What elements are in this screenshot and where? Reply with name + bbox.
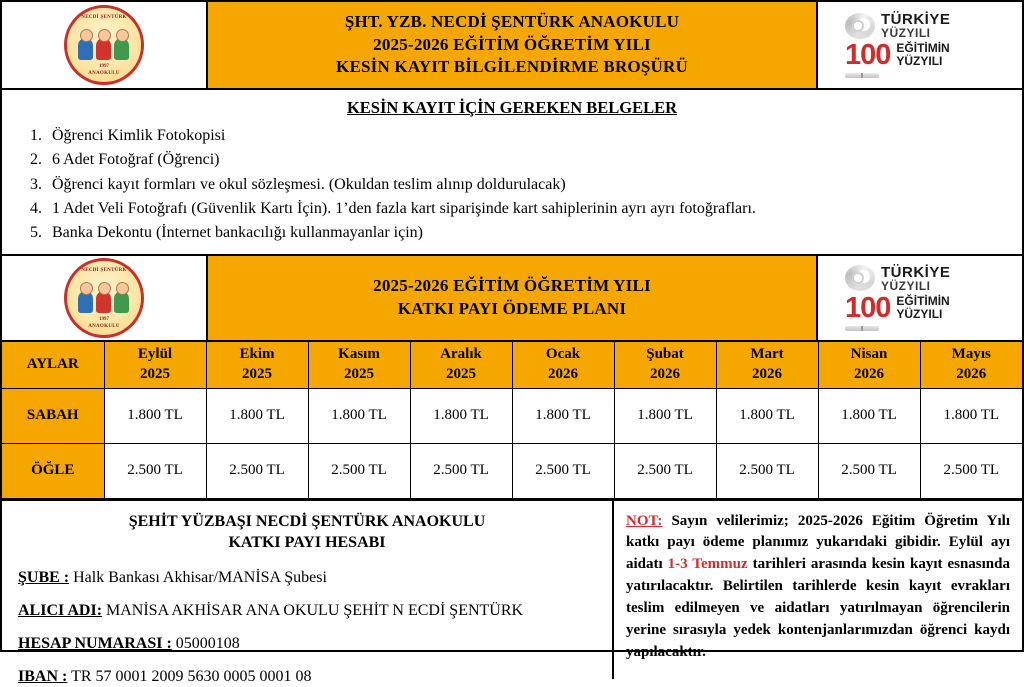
list-item: 5. Banka Dekontu (İnternet bankacılığı kullanmayanlar için): [46, 221, 1022, 245]
month-name: Ocak: [545, 346, 581, 363]
emblem-year: 1997: [99, 316, 109, 322]
main-title-block: [208, 2, 816, 88]
crescent-swoosh-icon: [845, 13, 875, 39]
row-label-ogle: ÖĞLE: [2, 443, 104, 498]
bank-row-alici: [18, 601, 598, 621]
cell-ogle-nisan: 2.500 TL: [818, 443, 920, 498]
list-item: 2. 6 Adet Fotoğraf (Öğrenci): [46, 148, 1022, 172]
emblem-year: 1997: [99, 64, 109, 69]
ty-line-2: YÜZYILI: [881, 278, 931, 293]
table-col-header-ocak: [512, 342, 614, 389]
bank-block-title: [16, 511, 598, 554]
note-text-before: Sayın velilerimiz; 2025-2026 Eğitim Öğretim Yılı katkı payı ödeme planımız yukarıdaki gibidir. Eylül ayı aidatı: [626, 512, 1010, 573]
note-text-after: tarihleri arasında kesin kayıt esnasında yatırılacaktır. Belirtilen tarihlerde kesin kayıt evrakları teslim edilmeyen ve aidatları yatırılmayan öğrencilerin yerine sırasıyla yedek kontenjanlarımızdan öğrenci kaydı yapılacaktır.: [626, 556, 1010, 660]
cell-ogle-subat: 2.500 TL: [614, 443, 716, 498]
row-label-sabah: SABAH: [2, 388, 104, 443]
ty-edu-line-1: EĞİTİMİN: [896, 41, 950, 56]
cell-ogle-aralik: 2.500 TL: [410, 443, 512, 498]
turkiye-yuzyili-logo-cell-2: [816, 256, 1022, 340]
payment-plan-header-band: [2, 256, 1022, 342]
bank-label-iban: IBAN :: [18, 667, 68, 685]
cell-ogle-mayis: 2.500 TL: [920, 443, 1022, 498]
month-name: Aralık: [440, 346, 482, 363]
plan-title-line-2: KATKI PAYI ÖDEME PLANI: [397, 298, 627, 318]
month-name: Kasım: [338, 346, 380, 363]
emblem-ring-bottom-text: ANAOKULU: [88, 323, 120, 329]
note-highlight-date: 1-3 Temmuz: [667, 556, 748, 573]
required-documents-section: [2, 90, 1022, 256]
open-book-icon: [845, 73, 879, 78]
bank-label-alici: ALICI ADI:: [18, 601, 103, 619]
table-col-header-eylul: [104, 342, 206, 389]
bank-row-sube: [18, 568, 598, 588]
title-line-3: KESİN KAYIT BİLGİLENDİRME BROŞÜRÜ: [336, 57, 688, 77]
header-band: [2, 2, 1022, 90]
table-col-header-nisan: [818, 342, 920, 389]
cell-sabah-mayis: 1.800 TL: [920, 388, 1022, 443]
month-year: 2025: [242, 365, 272, 382]
emblem-children-figure: [77, 30, 131, 60]
table-row: [2, 388, 1022, 443]
table-corner-label: AYLAR: [2, 342, 104, 389]
school-logo-cell-2: [2, 256, 208, 340]
payment-plan-table: [2, 342, 1022, 499]
bank-row-iban: [18, 667, 598, 687]
cell-ogle-eylul: 2.500 TL: [104, 443, 206, 498]
title-line-1: ŞHT. YZB. NECDİ ŞENTÜRK ANAOKULU: [344, 11, 680, 31]
ty-line-1: TÜRKİYE: [881, 263, 951, 281]
bank-value-sube: Halk Bankası Akhisar/MANİSA Şubesi: [73, 568, 327, 586]
ty-hundred-number: 100: [845, 39, 891, 71]
month-year: 2026: [548, 365, 578, 382]
cell-ogle-mart: 2.500 TL: [716, 443, 818, 498]
table-header-row: [2, 342, 1022, 389]
school-emblem-icon: [64, 5, 144, 85]
cell-sabah-nisan: 1.800 TL: [818, 388, 920, 443]
table-col-header-kasim: [308, 342, 410, 389]
cell-sabah-kasim: 1.800 TL: [308, 388, 410, 443]
table-row: [2, 443, 1022, 498]
school-logo-cell: [2, 2, 208, 88]
crescent-swoosh-icon: [845, 265, 875, 291]
turkiye-yuzyili-icon: [845, 265, 995, 331]
emblem-ring-bottom-text: ANAOKULU: [88, 71, 120, 76]
payment-plan-title-block: [208, 256, 816, 340]
bank-value-iban: TR 57 0001 2009 5630 0005 0001 08: [71, 667, 312, 685]
month-year: 2025: [344, 365, 374, 382]
ty-edu-line-1: EĞİTİMİN: [896, 294, 950, 309]
emblem-ring-top-text: NECDİ ŞENTÜRK: [81, 267, 127, 273]
ty-hundred-number: 100: [845, 291, 891, 324]
list-item: 4. 1 Adet Veli Fotoğrafı (Güvenlik Kartı İçin). 1’den fazla kart siparişinde kart sahiplerinin ayrı ayrı fotoğrafları.: [46, 197, 1022, 221]
bank-label-sube: ŞUBE :: [18, 568, 70, 586]
cell-sabah-ocak: 1.800 TL: [512, 388, 614, 443]
cell-ogle-ocak: 2.500 TL: [512, 443, 614, 498]
month-year: 2025: [446, 365, 476, 382]
ty-edu-line-2: YÜZYILI: [896, 54, 943, 69]
month-name: Ekim: [239, 346, 275, 363]
emblem-ring-top-text: NECDİ ŞENTÜRK: [81, 15, 127, 20]
month-year: 2026: [854, 365, 884, 382]
list-item: 1. Öğrenci Kimlik Fotokopisi: [46, 124, 1022, 148]
bank-row-hesap: [18, 634, 598, 654]
documents-list: [2, 124, 1022, 246]
bank-title-line-2: KATKI PAYI HESABI: [228, 534, 386, 552]
list-item: 3. Öğrenci kayıt formları ve okul sözleşmesi. (Okuldan teslim alınıp doldurulacak): [46, 173, 1022, 197]
cell-sabah-mart: 1.800 TL: [716, 388, 818, 443]
cell-ogle-ekim: 2.500 TL: [206, 443, 308, 498]
bank-value-alici: MANİSA AKHİSAR ANA OKULU ŞEHİT N ECDİ ŞENTÜRK: [106, 601, 524, 619]
month-name: Şubat: [646, 346, 684, 363]
title-line-2: 2025-2026 EĞİTİM ÖĞRETİM YILI: [373, 34, 651, 54]
cell-sabah-eylul: 1.800 TL: [104, 388, 206, 443]
turkiye-yuzyili-logo-cell: [816, 2, 1022, 88]
month-year: 2026: [650, 365, 680, 382]
cell-sabah-ekim: 1.800 TL: [206, 388, 308, 443]
open-book-icon: [845, 326, 879, 331]
cell-ogle-kasim: 2.500 TL: [308, 443, 410, 498]
emblem-children-figure: [77, 283, 131, 313]
ty-line-2: YÜZYILI: [881, 26, 931, 40]
month-name: Nisan: [850, 346, 888, 363]
ty-edu-line-2: YÜZYILI: [896, 306, 943, 321]
month-year: 2026: [956, 365, 987, 382]
table-col-header-mart: [716, 342, 818, 389]
table-col-header-subat: [614, 342, 716, 389]
bank-title-line-1: ŞEHİT YÜZBAŞI NECDİ ŞENTÜRK ANAOKULU: [128, 512, 486, 530]
table-col-header-mayis: [920, 342, 1022, 389]
school-emblem-icon: [64, 258, 144, 338]
month-name: Eylül: [137, 346, 173, 363]
month-year: 2025: [140, 365, 170, 382]
documents-section-title: KESİN KAYIT İÇİN GEREKEN BELGELER: [346, 98, 678, 117]
note-label: NOT:: [626, 512, 663, 529]
table-col-header-aralik: [410, 342, 512, 389]
turkiye-yuzyili-icon: [845, 12, 995, 78]
month-name: Mart: [750, 346, 784, 363]
month-name: Mayıs: [951, 346, 991, 363]
bank-label-hesap: HESAP NUMARASI :: [18, 634, 172, 652]
cell-sabah-aralik: 1.800 TL: [410, 388, 512, 443]
plan-title-line-1: 2025-2026 EĞİTİM ÖĞRETİM YILI: [373, 275, 651, 295]
table-col-header-ekim: [206, 342, 308, 389]
ty-line-1: TÜRKİYE: [881, 11, 951, 28]
month-year: 2026: [752, 365, 782, 382]
bank-value-hesap: 05000108: [175, 634, 240, 652]
cell-sabah-subat: 1.800 TL: [614, 388, 716, 443]
